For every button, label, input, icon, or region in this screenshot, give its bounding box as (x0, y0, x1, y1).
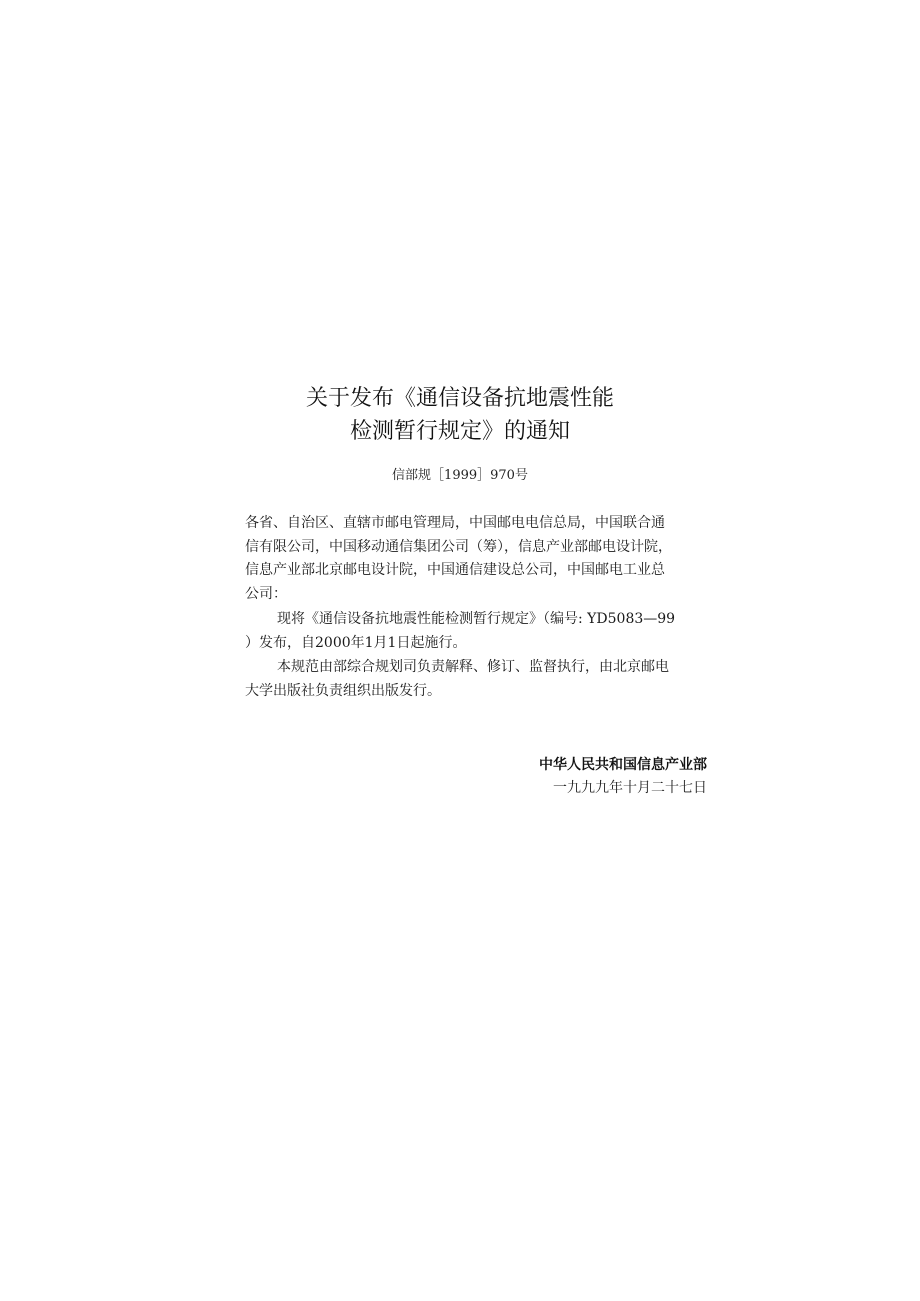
addressee-line: 信有限公司，中国移动通信集团公司（筹），信息产业部邮电设计院， (245, 538, 672, 555)
paragraph-line: ）发布，自2000年1月1日起施行。 (245, 634, 467, 651)
paragraph-line: 大学出版社负责组织出版发行。 (245, 682, 441, 699)
issuer-name: 中华人民共和国信息产业部 (539, 757, 707, 773)
paragraph-responsibility (245, 656, 707, 703)
addressee-line: 信息产业部北京邮电设计院，中国通信建设总公司，中国邮电工业总 (245, 562, 665, 578)
addressee-line: 公司： (245, 585, 287, 602)
addressee-line: 各省、自治区、直辖市邮电管理局，中国邮电电信总局，中国联合通 (245, 515, 665, 531)
document-number: 信部规［1999］970号 (392, 468, 528, 483)
paragraph-line: 现将《通信设备抗地震性能检测暂行规定》（编号: YD5083—99 (277, 611, 676, 627)
document-title-line-2: 检测暂行规定》的通知 (349, 419, 570, 444)
paragraph-line: 本规范由部综合规划司负责解释、修订、监督执行，由北京邮电 (277, 659, 669, 675)
addressee-block (245, 512, 707, 606)
issue-date: 一九九九年十月二十七日 (553, 780, 707, 796)
document-title-line-1: 关于发布《通信设备抗地震性能 (305, 386, 614, 411)
paragraph-announcement (245, 608, 707, 655)
